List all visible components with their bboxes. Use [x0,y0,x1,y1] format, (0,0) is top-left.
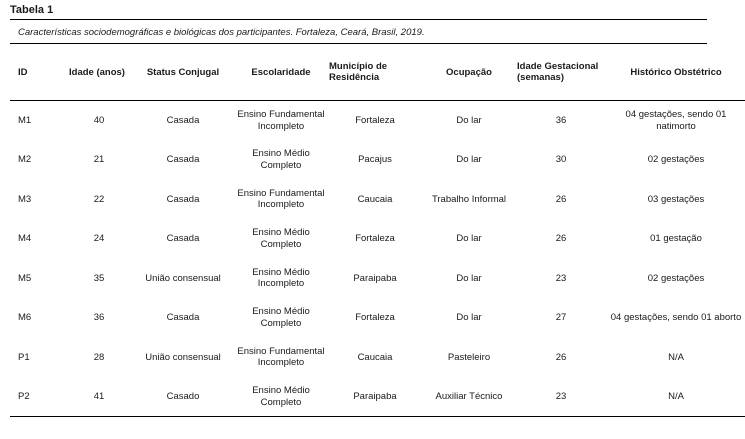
cell-ocupacao: Do lar [456,114,482,126]
cell-historico-obstetrico: N/A [607,377,745,417]
cell-historico-obstetrico: 02 gestações [647,154,705,165]
table-row [10,101,745,141]
table-row [10,180,745,220]
cell-status-conjugal: Casada [166,312,200,323]
cell-status-conjugal: Casada [166,114,200,126]
cell-idade-gestacional: 30 [555,154,567,165]
cell-ocupacao: Trabalho Informal [431,193,507,205]
cell-escolaridade: Ensino Médio Completo [252,148,310,171]
cell-escolaridade: Ensino Fundamental Incompleto [237,345,325,369]
cell-ocupacao: Do lar [456,233,482,244]
table-label: Tabela 1 [10,4,54,16]
cell-idade-gestacional: 27 [555,312,567,323]
cell-municipio: Paraipaba [353,272,397,284]
cell-id: M4 [18,233,32,244]
cell-status-conjugal: Casada [166,233,200,244]
table-row [10,140,745,180]
cell-idade: 21 [93,154,105,165]
cell-status-conjugal: União consensual [145,272,221,284]
cell-ocupacao: Pasteleiro [447,351,491,363]
cell-escolaridade: Ensino Médio Completo [252,227,310,250]
cell-id: M5 [18,272,32,284]
table-row [10,377,745,417]
cell-municipio: Fortaleza [355,114,395,126]
cell-ocupacao: Do lar [456,312,482,323]
cell-idade-gestacional: 36 [555,114,567,126]
table-row [10,219,745,259]
header-ocupacao: Ocupação [423,44,515,101]
participants-table [10,44,745,417]
cell-idade-gestacional: 26 [555,233,567,244]
header-row [10,44,745,101]
cell-idade: 36 [93,312,105,323]
cell-status-conjugal: Casada [166,154,200,165]
cell-municipio: Caucaia [357,193,393,205]
cell-idade: 28 [93,351,105,363]
header-id: ID [10,44,67,101]
cell-escolaridade: Ensino Fundamental Incompleto [237,187,325,211]
cell-municipio: Fortaleza [355,312,395,323]
cell-id: P2 [10,377,67,417]
header-escolaridade: Escolaridade [235,44,327,101]
cell-idade-gestacional: 23 [555,272,567,284]
header-idade-gestacional: Idade Gestacional (semanas) [515,44,607,101]
cell-municipio: Paraipaba [327,377,423,417]
cell-historico-obstetrico: 03 gestações [647,193,705,205]
cell-historico-obstetrico: 04 gestações, sendo 01 natimorto [625,109,727,132]
cell-historico-obstetrico: 04 gestações, sendo 01 aborto [610,312,742,323]
cell-idade: 35 [93,272,105,284]
cell-escolaridade: Ensino Médio Completo [252,306,310,329]
table-row [10,338,745,378]
table-caption: Características sociodemográficas e biológicas dos participantes. Fortaleza, Ceará, Brasil, 2019. [18,27,425,38]
cell-status-conjugal: Casado [131,377,235,417]
cell-ocupacao: Do lar [456,272,482,284]
table-body [10,101,745,417]
cell-escolaridade: Ensino Médio Incompleto [252,266,310,290]
cell-historico-obstetrico: 01 gestação [650,233,702,244]
header-idade: Idade (anos) [67,44,131,101]
cell-id: M2 [18,154,32,165]
cell-id: M1 [18,114,32,126]
cell-idade: 41 [67,377,131,417]
cell-idade: 24 [93,233,105,244]
cell-status-conjugal: União consensual [145,351,221,363]
cell-municipio: Caucaia [357,351,393,363]
table-header [10,44,745,101]
cell-idade: 22 [93,193,105,205]
cell-municipio: Pacajus [358,154,392,165]
cell-escolaridade: Ensino Fundamental Incompleto [237,109,325,132]
cell-idade: 40 [93,114,105,126]
cell-historico-obstetrico: N/A [668,351,684,363]
cell-status-conjugal: Casada [166,193,200,205]
header-municipio: Município de Residência [327,44,423,101]
cell-idade-gestacional: 26 [555,193,567,205]
cell-id: M6 [18,312,32,323]
cell-id: M3 [18,193,32,205]
cell-ocupacao: Do lar [456,154,482,165]
cell-historico-obstetrico: 02 gestações [647,272,705,284]
table-row [10,298,745,338]
cell-ocupacao: Auxiliar Técnico [423,377,515,417]
cell-idade-gestacional: 26 [555,351,567,363]
cell-id: P1 [18,351,30,363]
header-status-conjugal: Status Conjugal [131,44,235,101]
table-figure [10,3,742,417]
table-row [10,259,745,299]
cell-idade-gestacional: 23 [515,377,607,417]
cell-municipio: Fortaleza [355,233,395,244]
header-historico-obstetrico: Histórico Obstétrico [607,44,745,101]
cell-escolaridade: Ensino Médio Completo [235,377,327,417]
